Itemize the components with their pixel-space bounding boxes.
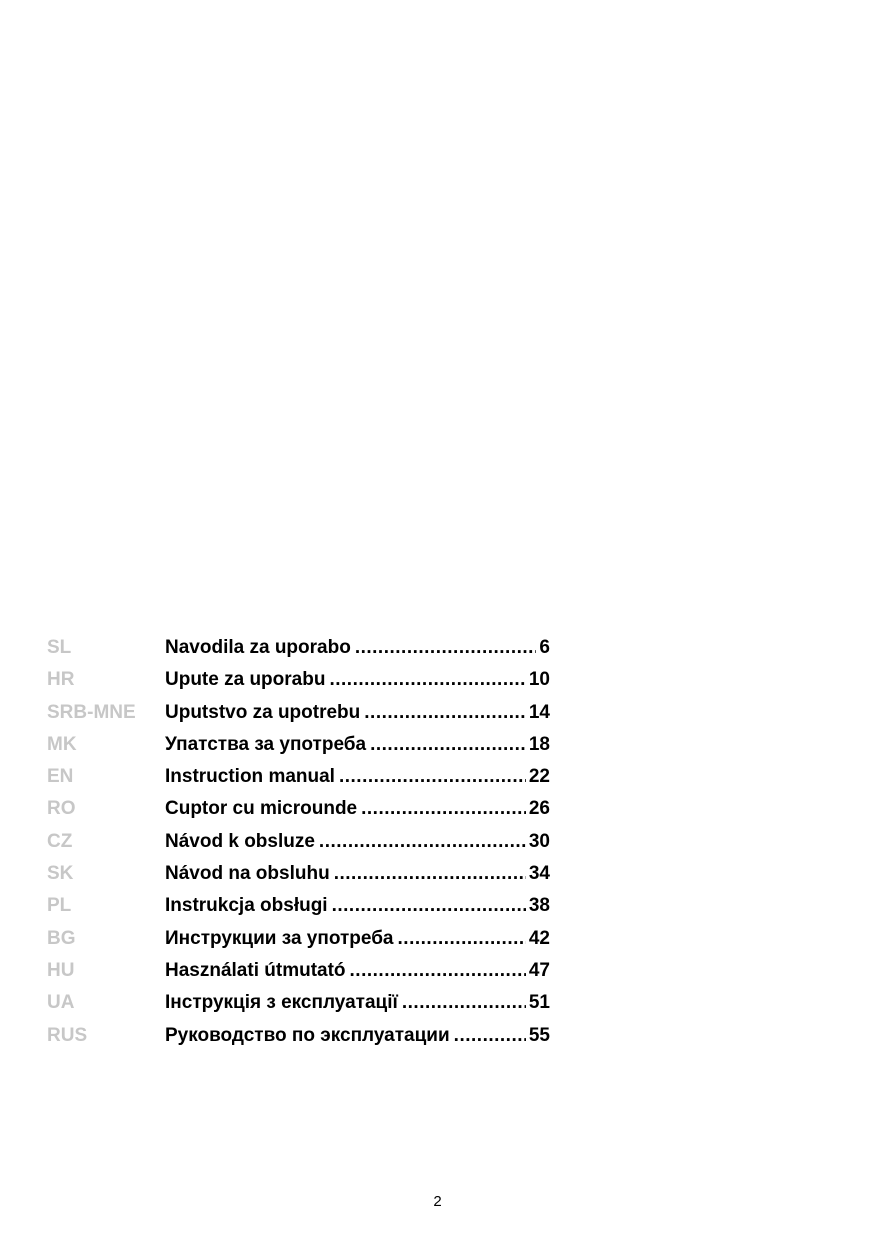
toc-title: Uputstvo za upotrebu: [165, 701, 361, 723]
language-code: EN: [47, 766, 74, 788]
toc-page-number: 10: [528, 669, 550, 691]
dot-leader: [339, 761, 526, 793]
toc-title: Návod k obsluze: [165, 830, 315, 852]
dot-leader: [402, 987, 526, 1019]
language-code: HR: [47, 669, 75, 691]
dot-leader: [332, 890, 526, 922]
language-code: RO: [47, 798, 76, 820]
language-code: PL: [47, 895, 72, 917]
toc-title: Cuptor cu microunde: [165, 798, 358, 820]
toc-row-en[interactable]: [47, 761, 550, 793]
dot-leader: [454, 1020, 526, 1052]
toc-entry[interactable]: [165, 858, 550, 890]
toc-title: Инструкции за употреба: [165, 927, 394, 949]
toc-entry[interactable]: [165, 632, 550, 664]
toc-page-number: 51: [528, 992, 550, 1014]
toc-row-sk[interactable]: [47, 858, 550, 890]
toc-row-ro[interactable]: [47, 793, 550, 825]
toc-row-hu[interactable]: [47, 955, 550, 987]
toc-row-ua[interactable]: [47, 987, 550, 1019]
toc-row-srb-mne[interactable]: [47, 697, 550, 729]
toc-entry[interactable]: [165, 890, 550, 922]
language-code: SK: [47, 863, 74, 885]
table-of-contents: [47, 632, 550, 1052]
toc-page-number: 18: [528, 733, 550, 755]
toc-title: Instrukcja obsługi: [165, 895, 328, 917]
language-code: MK: [47, 733, 77, 755]
toc-title: Руководство по эксплуатации: [165, 1024, 450, 1046]
language-code: HU: [47, 959, 75, 981]
toc-page-number: 38: [528, 895, 550, 917]
language-code: BG: [47, 927, 76, 949]
dot-leader: [355, 632, 537, 664]
dot-leader: [350, 955, 526, 987]
toc-entry[interactable]: [165, 826, 550, 858]
toc-entry[interactable]: [165, 761, 550, 793]
toc-entry[interactable]: [165, 697, 550, 729]
toc-page-number: 6: [539, 637, 550, 658]
dot-leader: [361, 793, 526, 825]
toc-page-number: 55: [528, 1024, 550, 1046]
toc-entry[interactable]: [165, 923, 550, 955]
toc-entry[interactable]: [165, 1020, 550, 1052]
dot-leader: [334, 858, 526, 890]
toc-entry[interactable]: [165, 987, 550, 1019]
language-code: RUS: [47, 1024, 88, 1046]
language-code: SL: [47, 637, 72, 658]
toc-entry[interactable]: [165, 664, 550, 696]
toc-title: Návod na obsluhu: [165, 863, 330, 885]
toc-page-number: 47: [528, 959, 550, 981]
toc-page-number: 14: [528, 701, 550, 723]
toc-title: Instruction manual: [165, 766, 335, 788]
toc-row-bg[interactable]: [47, 923, 550, 955]
dot-leader: [329, 664, 525, 696]
page-number: 2: [433, 1193, 442, 1210]
toc-row-sl[interactable]: [47, 632, 550, 664]
language-code: SRB-MNE: [47, 701, 136, 723]
toc-page-number: 22: [528, 766, 550, 788]
toc-page-number: 26: [528, 798, 550, 820]
toc-title: Navodila za uporabo: [165, 637, 351, 658]
dot-leader: [364, 697, 526, 729]
language-code: CZ: [47, 830, 73, 852]
toc-page-number: 34: [528, 863, 550, 885]
toc-row-pl[interactable]: [47, 890, 550, 922]
toc-title: Használati útmutató: [165, 959, 346, 981]
toc-page-number: 30: [528, 830, 550, 852]
dot-leader: [398, 923, 526, 955]
toc-row-mk[interactable]: [47, 729, 550, 761]
toc-row-rus[interactable]: [47, 1020, 550, 1052]
toc-row-hr[interactable]: [47, 664, 550, 696]
dot-leader: [370, 729, 526, 761]
toc-page-number: 42: [528, 927, 550, 949]
toc-entry[interactable]: [165, 793, 550, 825]
toc-row-cz[interactable]: [47, 826, 550, 858]
language-code: UA: [47, 992, 75, 1014]
toc-title: Упатства за употреба: [165, 733, 367, 755]
toc-entry[interactable]: [165, 955, 550, 987]
toc-entry[interactable]: [165, 729, 550, 761]
toc-title: Upute za uporabu: [165, 669, 326, 691]
dot-leader: [319, 826, 526, 858]
toc-title: Інструкція з експлуатації: [165, 992, 398, 1014]
